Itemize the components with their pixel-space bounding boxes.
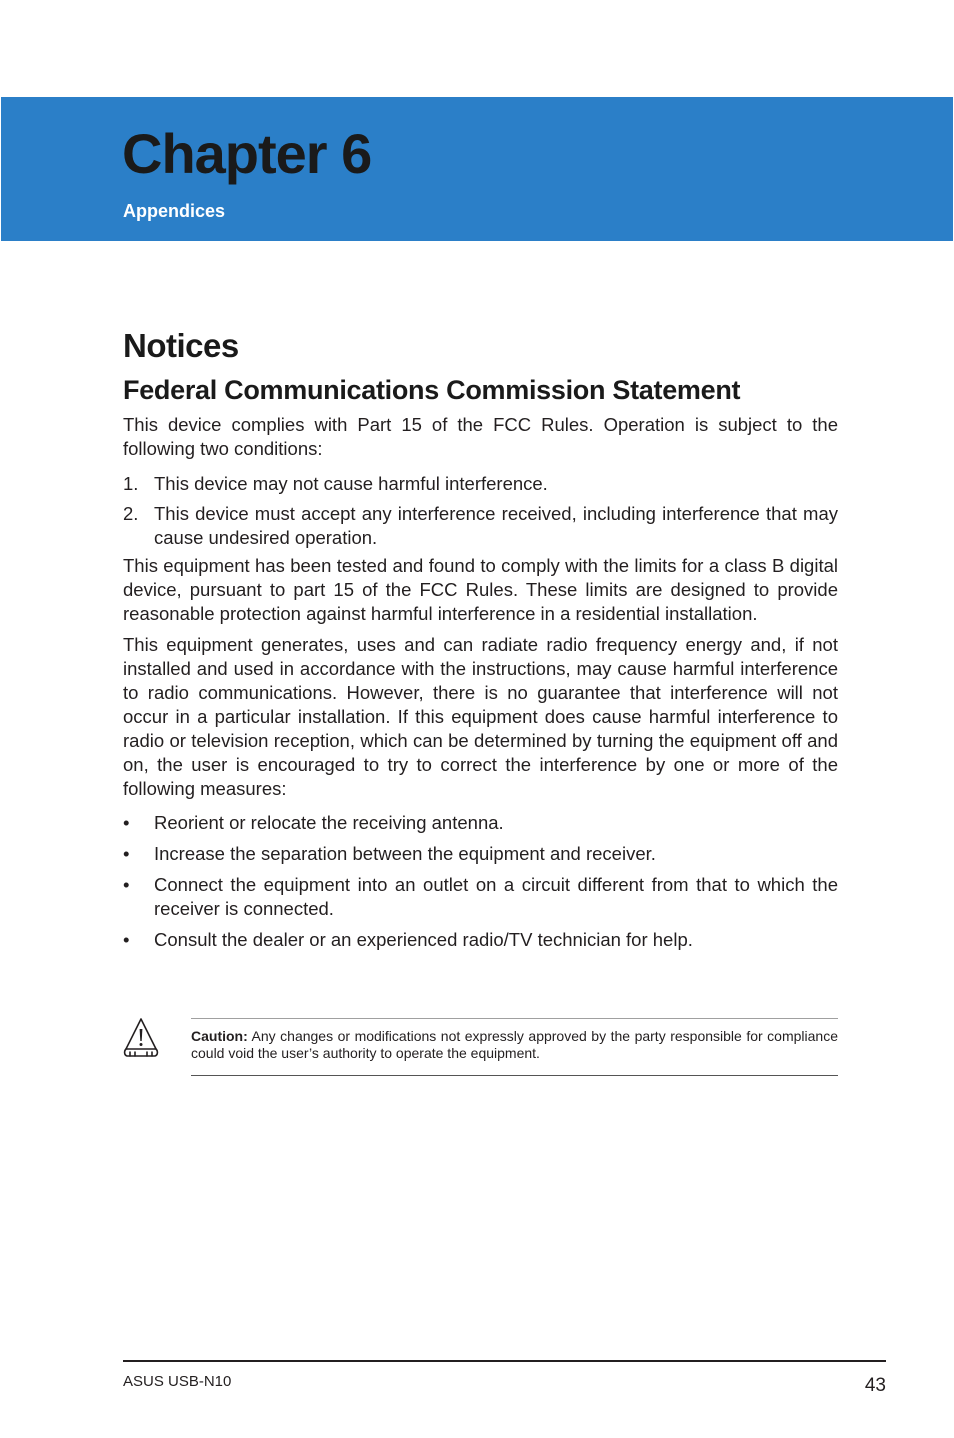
list-item-text: This device may not cause harmful interference. — [154, 473, 548, 494]
list-item-text: Reorient or relocate the receiving antenna. — [154, 812, 504, 833]
conditions-list — [123, 472, 838, 550]
intro-paragraph: This device complies with Part 15 of the FCC Rules. Operation is subject to the following two conditions: — [123, 414, 838, 459]
section-title: Federal Communications Commission Statement — [123, 375, 741, 405]
chapter-subtitle: Appendices — [123, 201, 226, 221]
footer-divider — [123, 1360, 886, 1362]
footer-product: ASUS USB-N10 — [123, 1373, 232, 1390]
list-item — [123, 472, 838, 496]
bullet-marker: • — [123, 812, 130, 833]
list-item — [123, 842, 838, 866]
warning-hand-icon — [122, 1016, 160, 1058]
main-content — [123, 324, 838, 959]
bullet-marker: • — [123, 874, 130, 895]
caution-note — [191, 1018, 838, 1076]
list-item — [123, 811, 838, 835]
chapter-title: Chapter 6 — [122, 122, 372, 185]
limits-paragraph: This equipment has been tested and found to comply with the limits for a class B digital device, pursuant to part 15 of the FCC Rules. These limits are designed to provide reasonable protection against harmful interference in a residential installation. — [123, 555, 838, 624]
bullet-marker: • — [123, 929, 130, 950]
list-item-text: Connect the equipment into an outlet on a circuit different from that to which the receiver is connected. — [154, 874, 838, 919]
list-item — [123, 502, 838, 550]
bullet-marker: • — [123, 843, 130, 864]
list-marker: 1. — [123, 473, 139, 494]
list-item-text: Increase the separation between the equipment and receiver. — [154, 843, 656, 864]
list-item — [123, 928, 838, 952]
list-item-text: Consult the dealer or an experienced radio/TV technician for help. — [154, 929, 693, 950]
measures-list — [123, 811, 838, 952]
interference-paragraph: This equipment generates, uses and can radiate radio frequency energy and, if not installed and used in accordance with the instructions, may cause harmful interference to radio communications. However, there is no guarantee that interference will not occur in a particular installation. If this equipment does cause harmful interference to radio or television reception, which can be determined by turning the equipment off and on, the user is encouraged to try to correct the interference by one or more of the following measures: — [123, 634, 838, 799]
list-item-text: This device must accept any interference received, including interference that may cause undesired operation. — [154, 503, 838, 548]
caution-text: Any changes or modifications not expressly approved by the party responsible for compliance could void the user’s authority to operate the equipment. — [191, 1028, 838, 1061]
page-number: 43 — [864, 1375, 886, 1396]
list-marker: 2. — [123, 503, 139, 524]
page-title: Notices — [123, 327, 239, 364]
caution-label: Caution: — [191, 1028, 248, 1044]
list-item — [123, 873, 838, 921]
